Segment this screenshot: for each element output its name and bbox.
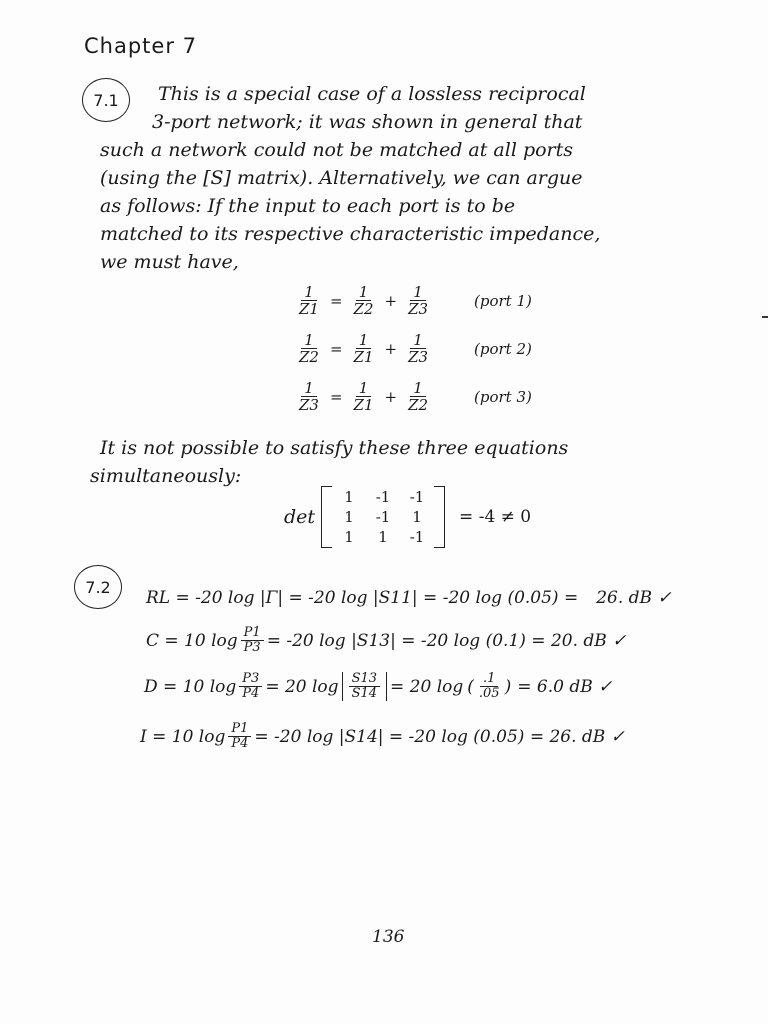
port-label: (port 3) — [474, 388, 532, 406]
text-line: simultaneously: — [90, 465, 242, 487]
left-bracket — [321, 486, 332, 548]
text-line: matched to its respective characteristic impedance, — [100, 223, 601, 245]
problem-number-7-1: 7.1 — [82, 78, 130, 122]
text-line: This is a special case of a lossless reciprocal — [158, 83, 586, 105]
coupling-formula: C = 10 log $\frac{P1}{P3}$ = -20 log |S13| = -20 log (0.1) = 20. dB ✓ — [146, 625, 627, 655]
port-equation-2: $\frac{1}{Z2}$ = $\frac{1}{Z1}$ + $\frac{1}{Z3}$ (port 2) — [299, 331, 532, 366]
scan-edge-mark — [762, 316, 768, 318]
determinant — [284, 486, 531, 548]
matrix-cell: 1 — [412, 508, 422, 526]
matrix-cell: -1 — [409, 528, 425, 546]
directivity-formula: D = 10 log $\frac{P3}{P4}$ = 20 log $\frac{S13}{S14}$ = 20 log ( $\frac{.1}{.05}$ ) = 6.0 dB ✓ — [144, 671, 613, 701]
port-label: (port 2) — [474, 340, 532, 358]
port-label: (port 1) — [474, 292, 532, 310]
page-number: 136 — [372, 927, 405, 947]
matrix-cell: 1 — [344, 488, 354, 506]
matrix-cell: 1 — [378, 528, 388, 546]
matrix-cell: -1 — [409, 488, 425, 506]
det-label: det — [284, 506, 316, 528]
return-loss-formula: RL = -20 log |Γ| = -20 log |S11| = -20 log (0.05) = 26. dB ✓ — [146, 588, 672, 608]
text-line: 3-port network; it was shown in general that — [152, 111, 583, 133]
matrix — [332, 487, 434, 547]
matrix-cell: -1 — [375, 508, 391, 526]
problem-number-7-2: 7.2 — [74, 565, 122, 609]
text-line: It is not possible to satisfy these three equations — [100, 437, 569, 459]
matrix-cell: 1 — [344, 508, 354, 526]
port-equation-1: $\frac{1}{Z1}$ = $\frac{1}{Z2}$ + $\frac{1}{Z3}$ (port 1) — [299, 283, 532, 318]
isolation-formula: I = 10 log $\frac{P1}{P4}$ = -20 log |S14| = -20 log (0.05) = 26. dB ✓ — [140, 721, 625, 751]
matrix-cell: -1 — [375, 488, 391, 506]
text-line: we must have, — [100, 251, 239, 273]
chapter-title: Chapter 7 — [84, 34, 197, 58]
text-line: as follows: If the input to each port is to be — [100, 195, 516, 217]
right-bracket — [434, 486, 445, 548]
det-result: = -4 ≠ 0 — [459, 507, 532, 527]
port-equation-3: $\frac{1}{Z3}$ = $\frac{1}{Z1}$ + $\frac{1}{Z2}$ (port 3) — [299, 379, 532, 414]
matrix-cell: 1 — [344, 528, 354, 546]
text-line: (using the [S] matrix). Alternatively, we can argue — [100, 167, 583, 189]
text-line: such a network could not be matched at all ports — [100, 139, 574, 161]
